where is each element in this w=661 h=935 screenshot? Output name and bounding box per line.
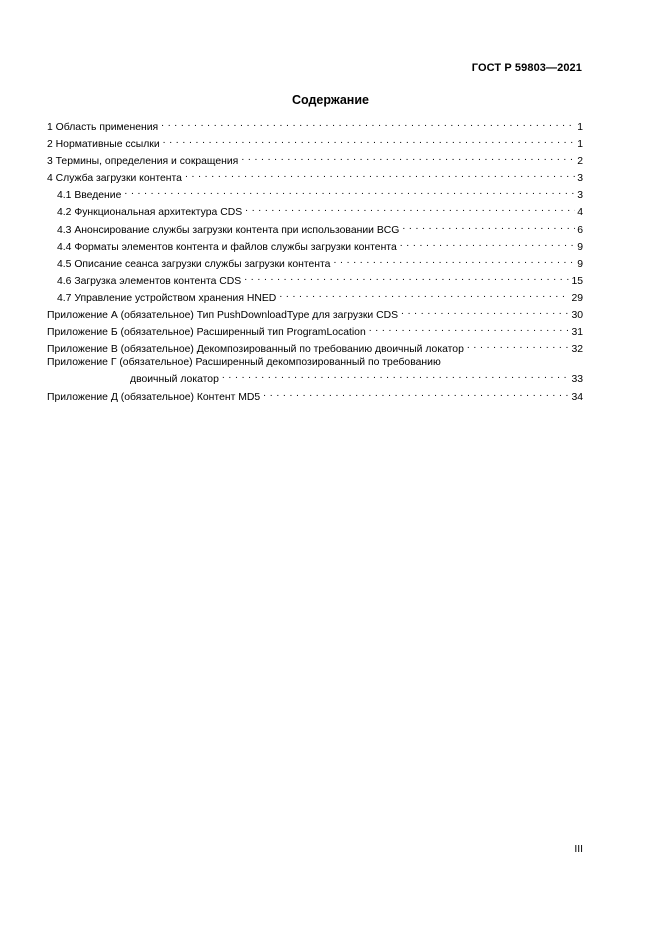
page-number: III bbox=[574, 844, 583, 855]
toc-entry-text: 4.2 Функциональная архитектура CDS bbox=[57, 207, 243, 219]
toc-entry-page: 9 bbox=[577, 241, 583, 253]
toc-entry-page: 31 bbox=[571, 327, 583, 339]
toc-entry-page: 9 bbox=[577, 258, 583, 270]
toc-leader-dots bbox=[222, 369, 570, 382]
toc-entry[interactable] bbox=[47, 168, 583, 185]
toc-entry-page: 3 bbox=[577, 190, 583, 202]
toc-subentry[interactable] bbox=[47, 271, 583, 288]
toc-subentry[interactable] bbox=[47, 237, 583, 254]
toc-leader-dots bbox=[467, 339, 570, 352]
toc-entry-page: 32 bbox=[571, 344, 583, 356]
document-code: ГОСТ Р 59803—2021 bbox=[471, 62, 582, 74]
toc-entry-text: Приложение В (обязательное) Декомпозированный по требованию двоичный локатор bbox=[47, 344, 464, 356]
toc-entry-text: 4.6 Загрузка элементов контента CDS bbox=[57, 275, 242, 287]
toc-title: Содержание bbox=[291, 93, 369, 107]
toc-leader-dots bbox=[400, 237, 575, 250]
toc-entry-text: 4.4 Форматы элементов контента и файлов службы загрузки контента bbox=[57, 241, 397, 253]
toc-subentry[interactable] bbox=[47, 202, 583, 219]
toc-leader-dots bbox=[163, 134, 576, 147]
toc-leader-dots bbox=[279, 288, 569, 301]
toc-leader-dots bbox=[161, 117, 575, 130]
toc-entry-page: 2 bbox=[577, 156, 583, 168]
toc-entry-page: 30 bbox=[571, 310, 583, 322]
toc-entry-text: 2 Нормативные ссылки bbox=[47, 139, 160, 151]
toc-entry-text-continued: двоичный локатор bbox=[130, 374, 219, 386]
toc-entry-page: 1 bbox=[577, 122, 583, 133]
toc-entry-text: 4.1 Введение bbox=[57, 190, 122, 202]
toc-entry-page: 34 bbox=[571, 391, 583, 403]
toc-entry-text: 1 Область применения bbox=[47, 122, 159, 133]
toc-entry-appendix[interactable] bbox=[47, 387, 583, 404]
toc-subentry[interactable] bbox=[47, 220, 583, 237]
toc-leader-dots bbox=[401, 305, 569, 318]
toc-leader-dots bbox=[369, 322, 570, 335]
toc-entry-text: Приложение Д (обязательное) Контент MD5 bbox=[47, 391, 261, 403]
toc-subentry[interactable] bbox=[47, 185, 583, 202]
toc-entry-text: Приложение Б (обязательное) Расширенный тип ProgramLocation bbox=[47, 327, 366, 339]
toc-entry-appendix[interactable] bbox=[47, 339, 583, 356]
toc-entry-appendix[interactable] bbox=[47, 305, 583, 322]
toc-entry-text: 4 Служба загрузки контента bbox=[47, 173, 182, 185]
toc-subentry[interactable] bbox=[47, 288, 583, 305]
toc-leader-dots bbox=[263, 387, 569, 400]
toc-entry-page: 3 bbox=[577, 173, 583, 185]
toc-entry-text: 3 Термины, определения и сокращения bbox=[47, 156, 239, 168]
toc-subentry[interactable] bbox=[47, 254, 583, 271]
toc-entry-appendix[interactable] bbox=[47, 322, 583, 339]
toc-entry-text: Приложение А (обязательное) Тип PushDownloadType для загрузки CDS bbox=[47, 310, 399, 322]
toc-leader-dots bbox=[245, 202, 575, 215]
toc-entry-page: 33 bbox=[571, 374, 583, 386]
toc-entry-text: Приложение Г (обязательное) Расширенный декомпозированный по требованию bbox=[47, 357, 441, 369]
toc-entry-text: 4.3 Анонсирование службы загрузки контента при использовании BCG bbox=[57, 224, 400, 236]
toc-entry-page: 4 bbox=[577, 207, 583, 219]
toc-leader-dots bbox=[402, 220, 575, 233]
toc-entry-page: 6 bbox=[577, 224, 583, 236]
toc-entry-page: 1 bbox=[577, 139, 583, 151]
toc-entry-appendix[interactable] bbox=[47, 356, 583, 386]
toc-leader-dots bbox=[124, 185, 575, 198]
toc-leader-dots bbox=[185, 168, 575, 181]
toc-leader-dots bbox=[333, 254, 575, 267]
toc-entry-text: 4.7 Управление устройством хранения HNED bbox=[57, 292, 277, 304]
toc-entry-text: 4.5 Описание сеанса загрузки службы загрузки контента bbox=[57, 258, 331, 270]
table-of-contents bbox=[47, 117, 583, 404]
toc-entry[interactable] bbox=[47, 134, 583, 151]
toc-entry-page: 29 bbox=[571, 292, 583, 304]
toc-entry[interactable] bbox=[47, 151, 583, 168]
toc-leader-dots bbox=[241, 151, 575, 164]
toc-leader-dots bbox=[244, 271, 569, 284]
toc-entry[interactable] bbox=[47, 117, 583, 134]
toc-entry-page: 15 bbox=[571, 275, 583, 287]
